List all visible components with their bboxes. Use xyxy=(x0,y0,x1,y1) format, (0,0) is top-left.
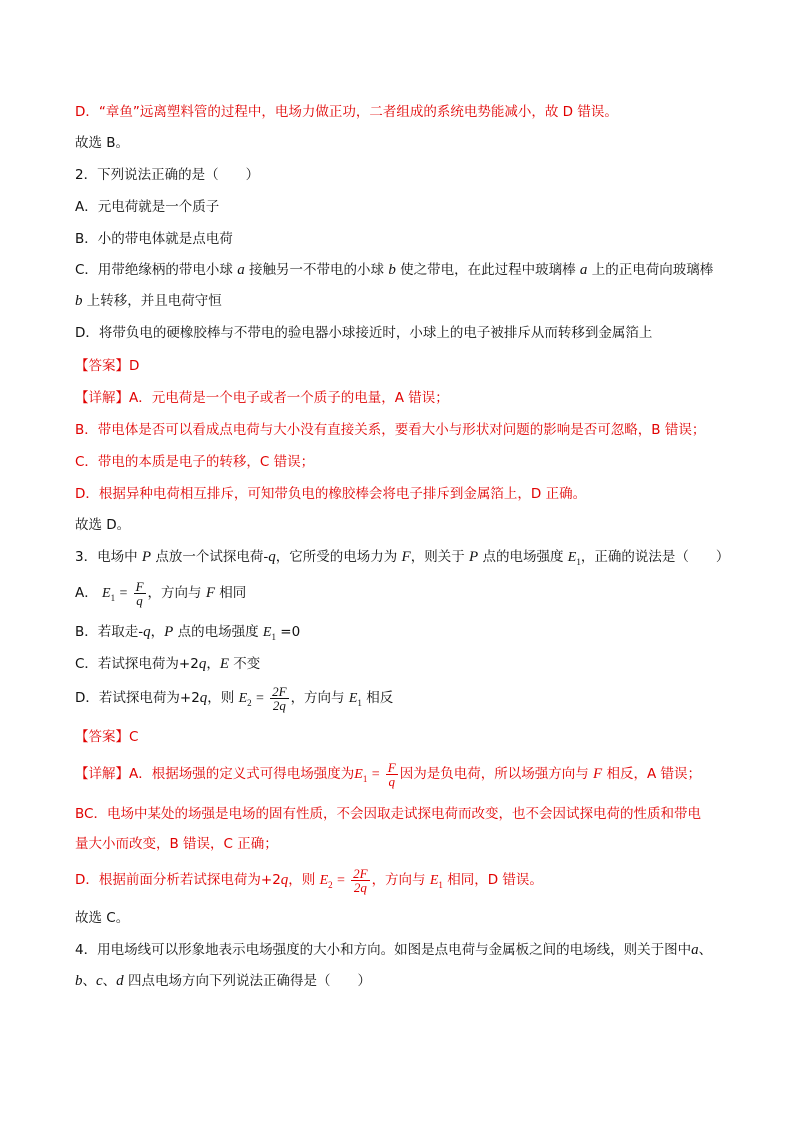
equation-e2-2f-over-2q: $E_2$ = $\frac{2F}{2q}$ xyxy=(238,684,287,714)
q2-explanation-b: B．带电体是否可以看成点电荷与大小没有直接关系，要看大小与形状对问题的影响是否可忽略，B 错误； xyxy=(75,422,706,438)
var-P: P xyxy=(141,549,152,565)
q3-exp-a-text-3: 相反，A 错误； xyxy=(602,766,702,782)
q3-a-label: A． xyxy=(75,585,98,601)
q3-a-text-2: 相同 xyxy=(214,585,247,601)
q3-conclusion: 故选 C。 xyxy=(75,910,130,926)
q3-stem xyxy=(75,547,729,572)
q2-option-c-line2 xyxy=(75,291,222,311)
var-E: E xyxy=(219,656,229,672)
q3-option-c xyxy=(75,654,260,674)
q2-explanation-a: 【详解】A．元电荷是一个电子或者一个质子的电量，A 错误； xyxy=(75,390,449,406)
q1-option-d-explanation: D．“章鱼”远离塑料管的过程中，电场力做正功，二者组成的系统电势能减小，故 D 错误。 xyxy=(75,104,618,120)
var-E1: $E_1$ xyxy=(429,873,443,890)
var-E1: $E_1$ xyxy=(348,691,362,708)
q2-explanation-d: D．根据异种电荷相互排斥，可知带负电的橡胶棒会将电子排斥到金属箔上，D 正确。 xyxy=(75,486,587,502)
q3-exp-d-text-4: 相同，D 错误。 xyxy=(442,872,543,888)
q3-stem-text-3: ，它所受的电场力为 xyxy=(275,549,402,565)
var-b: b xyxy=(388,262,396,278)
q4-stem-line2 xyxy=(75,971,371,991)
q3-a-text-1: ，方向与 xyxy=(147,585,206,601)
q3-stem-text-4: ，则关于 xyxy=(410,549,469,565)
q3-exp-d-text-2: ，则 xyxy=(288,872,320,888)
var-E1: $E_1$ xyxy=(567,550,581,567)
q3-stem-text-2: 点放一个试探电荷- xyxy=(151,549,269,565)
var-b: b xyxy=(75,973,83,989)
q2-answer: 【答案】D xyxy=(75,358,140,374)
var-F: F xyxy=(205,585,215,601)
separator: 、 xyxy=(698,942,713,958)
q2-c-text-2: 接触另一不带电的小球 xyxy=(244,262,389,278)
separator: 、 xyxy=(102,973,117,989)
q3-b-text-4: =0 xyxy=(275,624,301,640)
var-b: b xyxy=(75,293,83,309)
q3-b-text-2: ， xyxy=(150,624,165,640)
var-P: P xyxy=(469,549,479,565)
q3-d-text-3: ，方向与 xyxy=(290,690,349,706)
equation-e2-2f-over-2q: $E_2$ = $\frac{2F}{2q}$ xyxy=(319,866,368,896)
var-P: P xyxy=(164,624,174,640)
q4-stem-text-1: 4．用电场线可以形象地表示电场强度的大小和方向。如图是点电荷与金属板之间的电场线，则关于图中 xyxy=(75,942,692,958)
var-q: q xyxy=(199,690,208,706)
var-E1: $E_1$ xyxy=(262,625,276,642)
q3-stem-text-6: ，正确的说法是（ ） xyxy=(580,549,730,565)
q2-c-text-3: 使之带电，在此过程中玻璃棒 xyxy=(395,262,580,278)
var-d: d xyxy=(116,973,124,989)
var-q: q xyxy=(198,656,207,672)
q3-stem-text-1: 3．电场中 xyxy=(75,549,142,565)
q2-option-c-line1 xyxy=(75,260,713,280)
var-F: F xyxy=(593,766,603,782)
q1-conclusion: 故选 B。 xyxy=(75,135,130,151)
q2-stem: 2．下列说法正确的是（ ） xyxy=(75,167,260,183)
var-a: a xyxy=(237,262,245,278)
separator: 、 xyxy=(82,973,96,989)
q3-c-text-3: 不变 xyxy=(229,656,261,672)
q3-d-text-2: ，则 xyxy=(207,690,239,706)
equation-e1-f-over-q: $E_1$ = $\frac{F}{q}$ xyxy=(354,760,396,790)
var-q: q xyxy=(143,624,151,640)
q3-option-a xyxy=(75,579,246,612)
q3-c-text-1: C．若试探电荷为+2 xyxy=(75,656,199,672)
q3-d-text-1: D．若试探电荷为+2 xyxy=(75,690,200,706)
q3-exp-a-text-2: 因为是负电荷，所以场强方向与 xyxy=(399,766,594,782)
q3-option-d xyxy=(75,684,393,717)
q3-explanation-bc-line2: 量大小而改变，B 错误，C 正确； xyxy=(75,836,278,852)
q2-c-text-4: 上的正电荷向玻璃棒 xyxy=(587,262,714,278)
q2-option-d: D．将带负电的硬橡胶棒与不带电的验电器小球接近时，小球上的电子被排斥从而转移到金属箔上 xyxy=(75,325,653,341)
var-q: q xyxy=(280,872,289,888)
q3-exp-a-text-1: 【详解】A．根据场强的定义式可得电场强度为 xyxy=(75,766,355,782)
q3-answer: 【答案】C xyxy=(75,729,139,745)
q3-exp-d-text-3: ，方向与 xyxy=(371,872,430,888)
q3-c-text-2: ， xyxy=(206,656,220,672)
var-q: q xyxy=(268,549,276,565)
var-c: c xyxy=(96,973,103,989)
q2-explanation-c: C．带电的本质是电子的转移，C 错误； xyxy=(75,454,315,470)
q3-option-b xyxy=(75,622,300,647)
q2-c-text-1: C．用带绝缘柄的带电小球 xyxy=(75,262,238,278)
q3-d-text-4: 相反 xyxy=(361,690,394,706)
q3-stem-text-5: 点的电场强度 xyxy=(478,549,568,565)
q3-explanation-bc-line1: BC．电场中某处的场强是电场的固有性质，不会因取走试探电荷而改变，也不会因试探电荷的性质和带电 xyxy=(75,806,701,822)
q2-option-b: B．小的带电体就是点电荷 xyxy=(75,231,233,247)
q3-explanation-d xyxy=(75,866,543,899)
q2-conclusion: 故选 D。 xyxy=(75,517,131,533)
q3-b-text-1: B．若取走- xyxy=(75,624,144,640)
q4-stem-text-2: 四点电场方向下列说法正确得是（ ） xyxy=(123,973,371,989)
q2-option-a: A．元电荷就是一个质子 xyxy=(75,199,220,215)
q2-c-text-5: 上转移，并且电荷守恒 xyxy=(82,293,222,309)
var-F: F xyxy=(401,549,411,565)
var-a: a xyxy=(579,262,588,278)
equation-e1-f-over-q: $E_1$ = $\frac{F}{q}$ xyxy=(102,579,144,609)
q4-stem-line1 xyxy=(75,940,712,960)
q3-explanation-a xyxy=(75,760,701,793)
q3-exp-d-text-1: D．根据前面分析若试探电荷为+2 xyxy=(75,872,281,888)
var-a: a xyxy=(691,942,699,958)
q3-b-text-3: 点的电场强度 xyxy=(173,624,263,640)
